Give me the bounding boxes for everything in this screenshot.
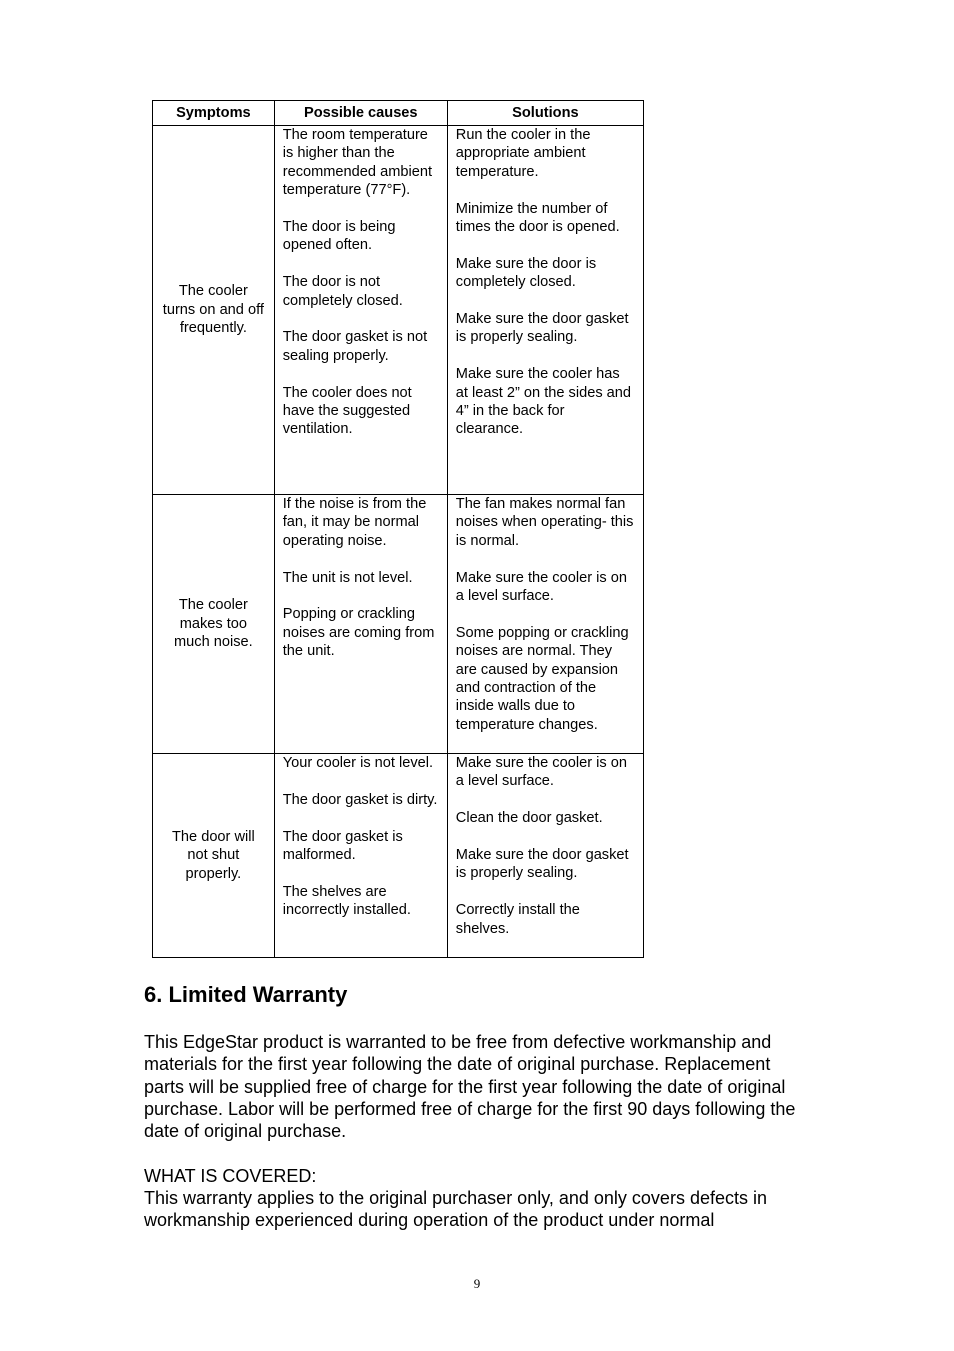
cause-item: The room temperature is higher than the recommended ambient temperature (77°F). xyxy=(282,127,432,199)
header-possible-causes: Possible causes xyxy=(274,101,447,126)
solution-item: Correctly install the shelves. xyxy=(455,902,580,937)
header-symptoms: Symptoms xyxy=(153,101,275,126)
causes-cell xyxy=(274,754,447,958)
symptom-cell: The cooler turns on and off frequently. xyxy=(153,126,275,495)
solution-item: Make sure the door gasket is properly sealing. xyxy=(455,847,629,882)
cause-item: The shelves are incorrectly installed. xyxy=(282,883,411,919)
solutions-cell xyxy=(447,126,643,495)
table-header-row xyxy=(153,101,644,126)
warranty-body xyxy=(144,1031,804,1232)
covered-label: WHAT IS COVERED: xyxy=(144,1165,317,1186)
cause-item: The door gasket is malformed. xyxy=(282,828,403,863)
section-heading: 6. Limited Warranty xyxy=(144,982,348,1007)
table-row xyxy=(153,754,644,958)
cause-item: The door is not completely closed. xyxy=(282,274,403,309)
solution-item: Make sure the cooler is on a level surface. xyxy=(455,755,627,790)
warranty-paragraph: This EdgeStar product is warranted to be free from defective workmanship and materials for the first year following the date of original purchase. Replacement parts will be supplied free of charge for the first year following the date of original purchase. Labor will be performed free of charge for the first 90 days following the date of original purchase. xyxy=(144,1032,796,1142)
cause-item: The cooler does not have the suggested ventilation. xyxy=(282,384,412,438)
solution-item: Run the cooler in the appropriate ambient temperature. xyxy=(455,127,591,180)
cause-item: The door is being opened often. xyxy=(282,219,396,254)
solution-item: The fan makes normal fan noises when operating- this is normal. xyxy=(455,496,634,549)
solution-item: Make sure the door is completely closed. xyxy=(455,255,597,291)
cause-item: The door gasket is not sealing properly. xyxy=(282,329,428,364)
solutions-cell xyxy=(447,495,643,754)
table-row xyxy=(153,495,644,754)
solution-item: Make sure the door gasket is properly sealing. xyxy=(455,311,629,346)
solution-item: Make sure the cooler has at least 2” on the sides and 4” in the back for clearance. xyxy=(455,366,632,438)
page-number: 9 xyxy=(473,1276,481,1291)
causes-cell xyxy=(274,495,447,754)
header-solutions: Solutions xyxy=(447,101,643,126)
solution-item: Clean the door gasket. xyxy=(455,810,603,827)
cause-item: Your cooler is not level. xyxy=(282,755,434,771)
solution-item: Minimize the number of times the door is opened. xyxy=(455,200,620,236)
table-row xyxy=(153,126,644,495)
cause-item: If the noise is from the fan, it may be normal operating noise. xyxy=(282,496,427,549)
solutions-cell xyxy=(447,754,643,958)
covered-text: This warranty applies to the original purchaser only, and only covers defects in workmanship experienced during operation of the product under normal xyxy=(144,1188,767,1231)
symptom-cell: The cooler makes too much noise. xyxy=(153,495,275,754)
solution-item: Some popping or crackling noises are normal. They are caused by expansion and contraction of the inside walls due to temperature changes. xyxy=(455,624,629,733)
cause-item: The unit is not level. xyxy=(282,569,413,586)
cause-item: Popping or crackling noises are coming from the unit. xyxy=(282,606,435,660)
symptom-cell: The door will not shut properly. xyxy=(153,754,275,958)
causes-cell xyxy=(274,126,447,495)
troubleshooting-table xyxy=(152,100,644,958)
solution-item: Make sure the cooler is on a level surface. xyxy=(455,569,627,605)
cause-item: The door gasket is dirty. xyxy=(282,791,438,808)
